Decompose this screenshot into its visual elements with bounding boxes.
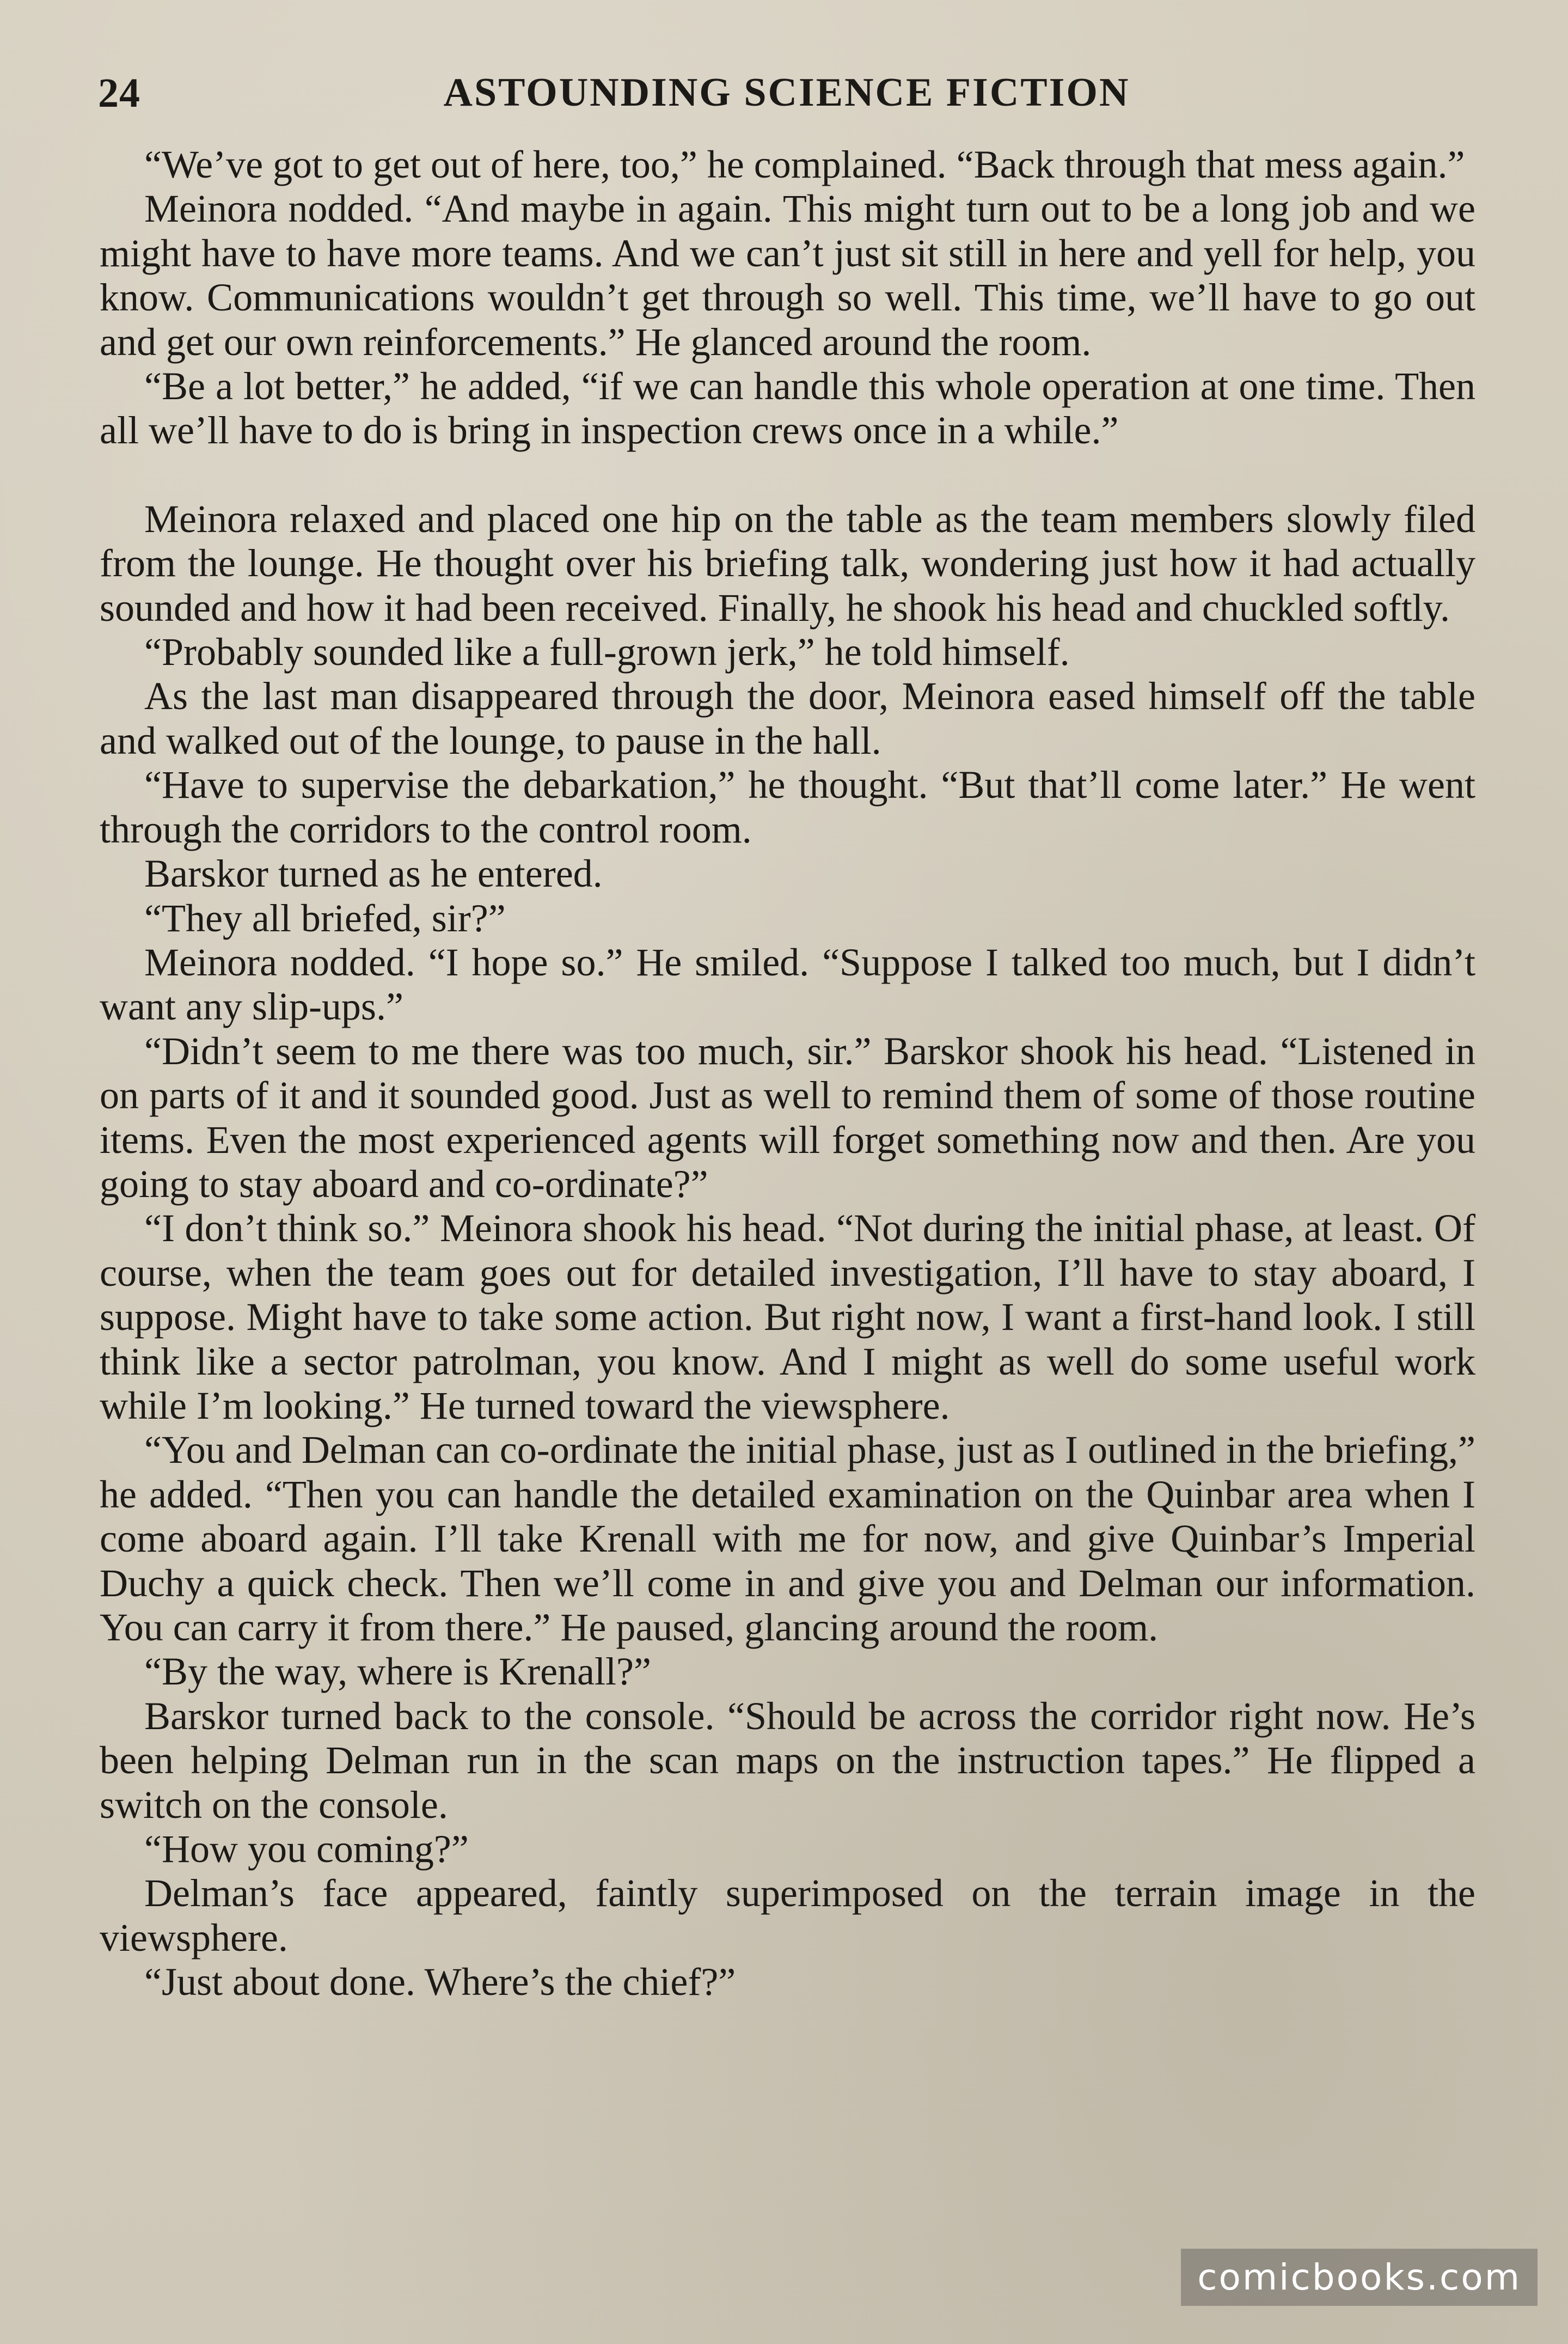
paragraph: Barskor turned back to the console. “Should be across the corridor right now. He’s been helping Delman run in the scan maps on the instruction tapes.” He flipped a switch on the console. [100, 1694, 1475, 1827]
paragraph: “They all briefed, sir?” [144, 896, 506, 940]
paragraph: As the last man disappeared through the door, Meinora eased himself off the table and walked out of the lounge, to pause in the hall. [100, 674, 1475, 762]
story-text [100, 143, 1475, 2005]
paragraph: “Just about done. Where’s the chief?” [144, 1960, 736, 2004]
running-head: ASTOUNDING SCIENCE FICTION [443, 70, 1130, 115]
paragraph: “How you coming?” [144, 1827, 469, 1871]
paragraph: Barskor turned as he entered. [144, 852, 603, 896]
paragraph: “Have to supervise the debarkation,” he thought. “But that’ll come later.” He went through the corridors to the control room. [100, 763, 1475, 851]
watermark: comicbooks.com [1181, 2249, 1538, 2306]
paragraph: Delman’s face appeared, faintly superimposed on the terrain image in the viewsphere. [100, 1871, 1475, 1960]
paragraph: “I don’t think so.” Meinora shook his head. “Not during the initial phase, at least. Of course, when the team goes out for detailed investigation, I’ll have to stay aboard, I suppose. Might have to take some action. But right now, I want a first-hand look. I still think like a sector patrolman, you know. And I might as well do some useful work while I’m looking.” He turned toward the viewsphere. [100, 1206, 1475, 1427]
paragraph: “By the way, where is Krenall?” [144, 1650, 651, 1694]
paragraph: Meinora relaxed and placed one hip on the table as the team members slowly filed from the lounge. He thought over his briefing talk, wondering just how it had actually sounded and how it had been received. Finally, he shook his head and chuckled softly. [100, 497, 1475, 630]
paragraph: “Be a lot better,” he added, “if we can handle this whole operation at one time. Then all we’ll have to do is bring in inspection crews once in a while.” [100, 364, 1475, 453]
paragraph: “Probably sounded like a full-grown jerk,” he told himself. [144, 630, 1070, 674]
page-header [98, 70, 1475, 130]
paragraph: Meinora nodded. “I hope so.” He smiled. “Suppose I talked too much, but I didn’t want any slip-ups.” [100, 940, 1475, 1029]
page-number: 24 [98, 70, 140, 116]
section-break [100, 453, 1475, 497]
paragraph: “We’ve got to get out of here, too,” he complained. “Back through that mess again.” [144, 143, 1465, 186]
paragraph: “Didn’t seem to me there was too much, sir.” Barskor shook his head. “Listened in on parts of it and it sounded good. Just as well to remind them of some of those routine items. Even the most experienced agents will forget something now and then. Are you going to stay aboard and co-ordinate?” [100, 1029, 1475, 1206]
paragraph: Meinora nodded. “And maybe in again. This might turn out to be a long job and we might have to have more teams. And we can’t just sit still in here and yell for help, you know. Communications wouldn’t get through so well. This time, we’ll have to go out and get our own reinforcements.” He glanced around the room. [100, 187, 1475, 364]
paragraph: “You and Delman can co-ordinate the initial phase, just as I outlined in the briefing,” he added. “Then you can handle the detailed examination on the Quinbar area when I come aboard again. I’ll take Krenall with me for now, and give Quinbar’s Imperial Duchy a quick check. Then we’ll come in and give you and Delman our information. You can carry it from there.” He paused, glancing around the room. [100, 1428, 1475, 1649]
